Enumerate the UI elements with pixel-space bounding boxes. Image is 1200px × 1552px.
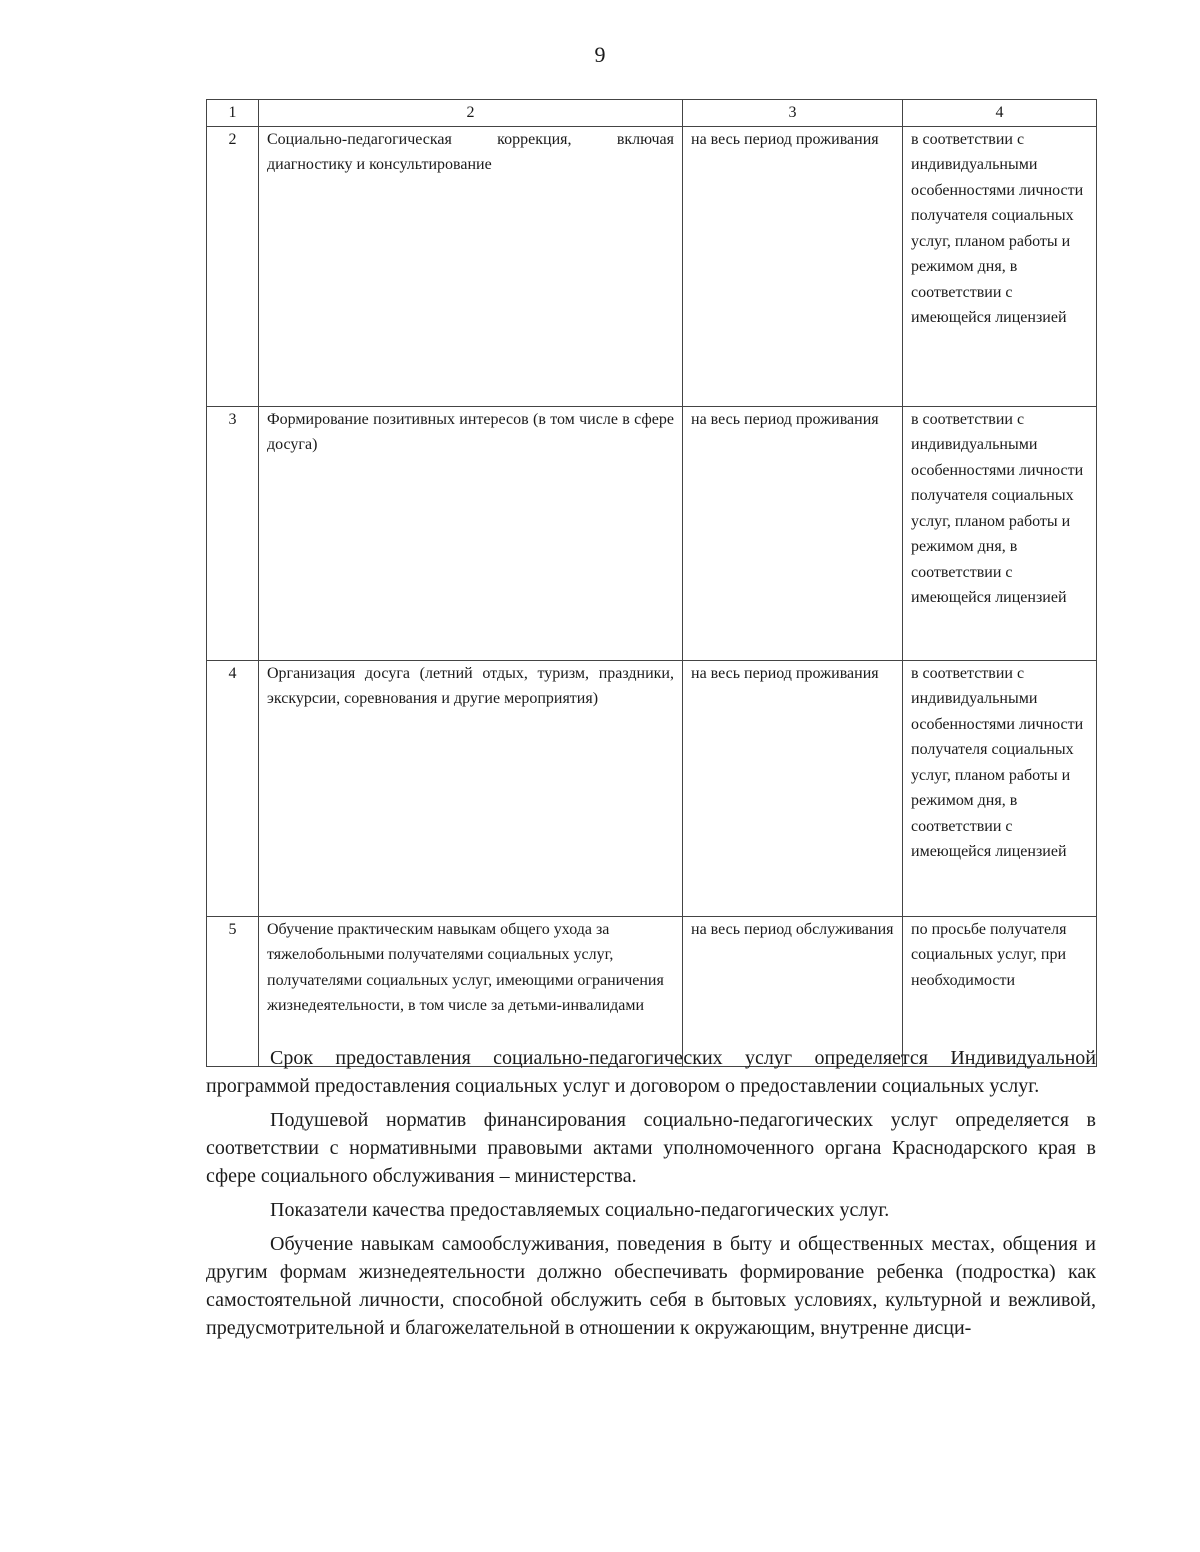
table-row xyxy=(207,126,1097,406)
row-number: 3 xyxy=(207,406,259,660)
column-number-1: 1 xyxy=(207,100,259,127)
service-conditions: в соответствии с индивидуальными особенностями личности получателя социальных услуг, планом работы и режимом дня, в соответствии с имеющейся лицензией xyxy=(911,410,1084,606)
table-row xyxy=(207,406,1097,660)
row-number: 5 xyxy=(207,916,259,1066)
service-conditions: в соответствии с индивидуальными особенностями личности получателя социальных услуг, планом работы и режимом дня, в соответствии с имеющейся лицензией xyxy=(911,130,1084,326)
row-number: 4 xyxy=(207,660,259,916)
table-header-row xyxy=(207,100,1097,127)
column-number-2: 2 xyxy=(259,100,683,127)
table-row xyxy=(207,660,1097,916)
service-name: Организация досуга (летний отдых, туризм, праздники, экскурсии, соревнования и другие мероприятия) xyxy=(259,660,683,916)
column-number-3: 3 xyxy=(683,100,903,127)
paragraph: Подушевой норматив финансирования социально-педагогических услуг определяется в соответствии с нормативными правовыми актами уполномоченного органа Краснодарского края в сфере социального обслуживания – министерства. xyxy=(206,1109,1096,1187)
paragraph: Показатели качества предоставляемых социально-педагогических услуг. xyxy=(270,1199,890,1221)
services-table xyxy=(206,99,1097,1067)
paragraph: Обучение навыкам самообслуживания, поведения в быту и общественных местах, общения и другим формам жизнедеятельности должно обеспечивать формирование ребенка (подростка) как самостоятельной личности, способной обслужить себя в бытовых условиях, культурной и вежливой, предусмотрительной и благожелательной в отношении к окружающим, внутренне дисци- xyxy=(206,1233,1096,1339)
service-period: на весь период обслуживания xyxy=(683,916,903,1066)
service-name: Обучение практическим навыкам общего ухода за тяжелобольными получателями социальных услуг, получателями социальных услуг, имеющими ограничения жизнедеятельности, в том числе за детьми-инвалидами xyxy=(259,916,683,1066)
service-conditions: в соответствии с индивидуальными особенностями личности получателя социальных услуг, планом работы и режимом дня, в соответствии с имеющейся лицензией xyxy=(911,664,1084,860)
body-text xyxy=(206,1044,1096,1348)
page-number: 9 xyxy=(594,42,606,67)
service-period: на весь период проживания xyxy=(683,406,903,660)
service-period: на весь период проживания xyxy=(683,126,903,406)
paragraph: Срок предоставления социально-педагогических услуг определяется Индивидуальной программой предоставления социальных услуг и договором о предоставлении социальных услуг. xyxy=(206,1047,1096,1097)
service-name: Формирование позитивных интересов (в том числе в сфере досуга) xyxy=(259,406,683,660)
service-name: Социально-педагогическая коррекция, включая диагностику и консультирование xyxy=(259,126,683,406)
service-period: на весь период проживания xyxy=(683,660,903,916)
row-number: 2 xyxy=(207,126,259,406)
column-number-4: 4 xyxy=(903,100,1097,127)
service-conditions: по просьбе получателя социальных услуг, при необходимости xyxy=(911,920,1067,989)
